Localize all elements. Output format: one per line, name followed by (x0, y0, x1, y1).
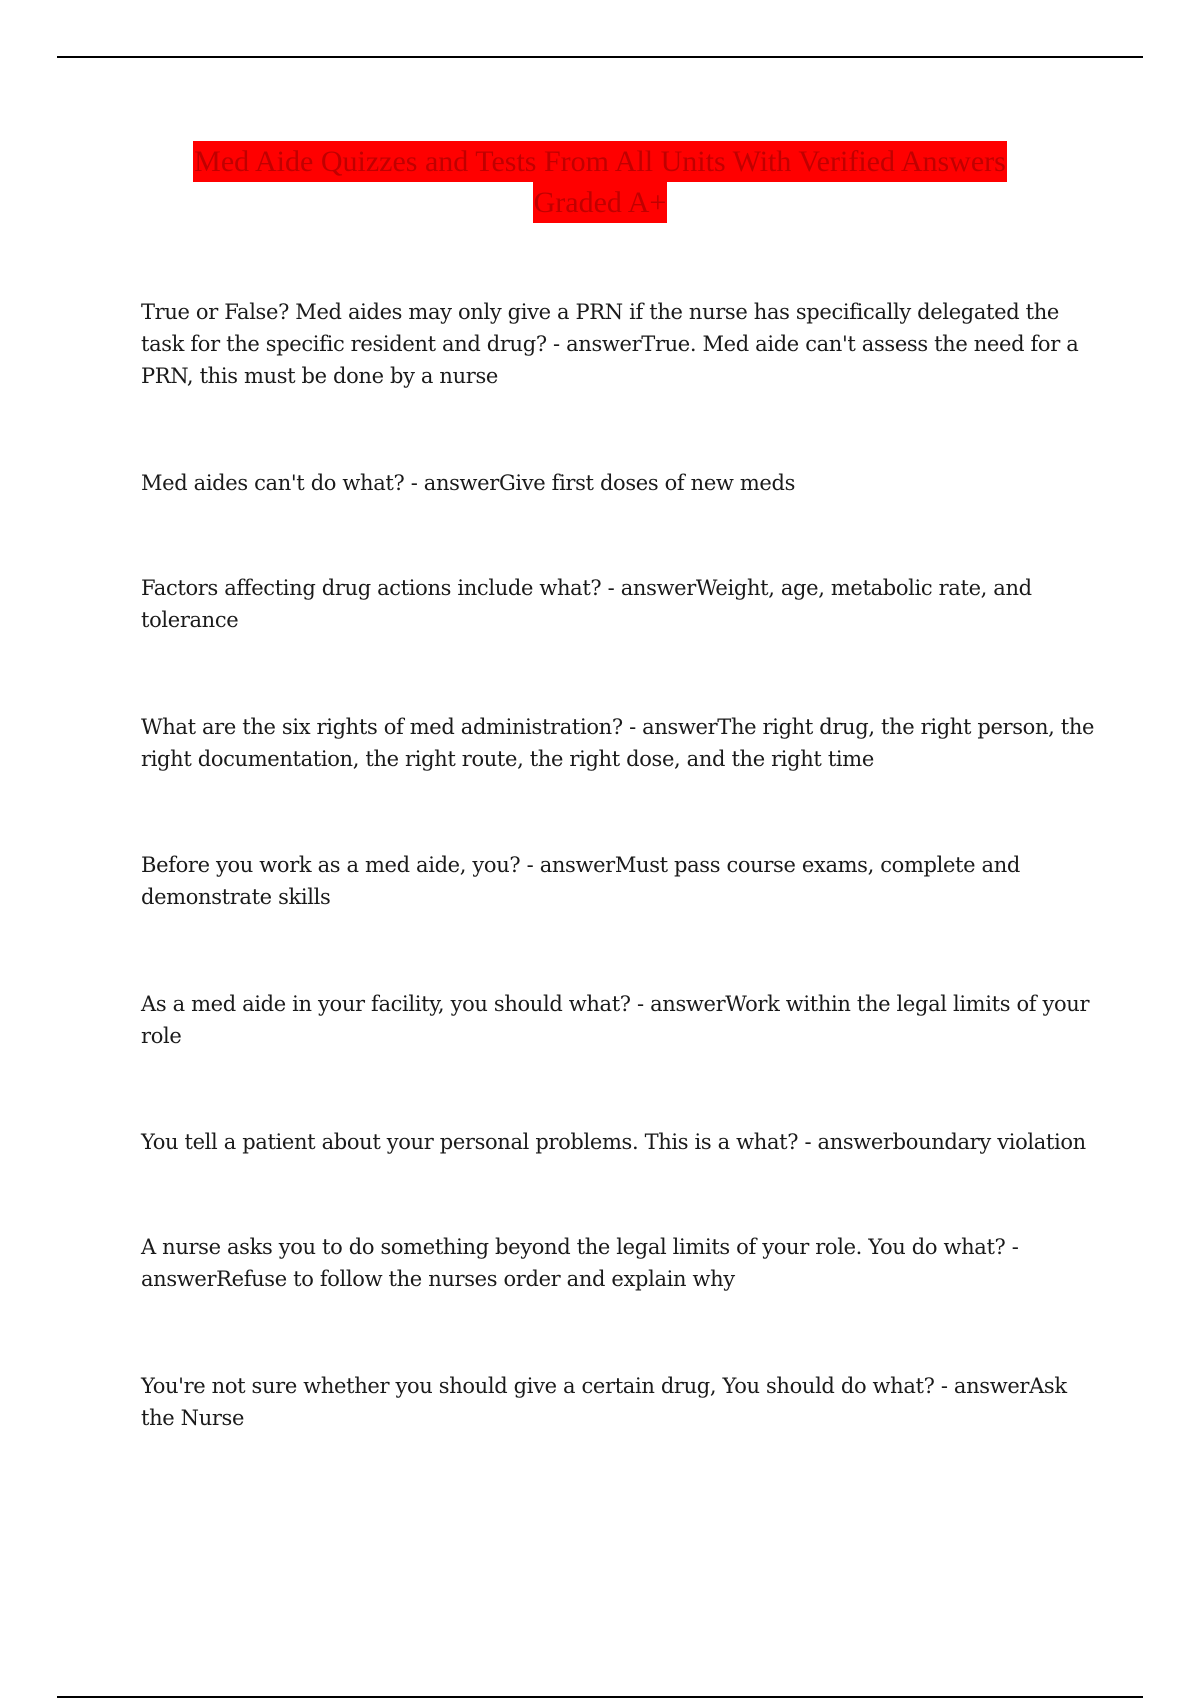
title-line-1: Med Aide Quizzes and Tests From All Units With Verified Answers (193, 141, 1007, 182)
qa-item-6: As a med aide in your facility, you should what? - answerWork within the legal limits of your role (141, 992, 1090, 1048)
qa-item-7: You tell a patient about your personal problems. This is a what? - answerboundary violation (141, 1130, 1086, 1154)
top-divider (57, 56, 1143, 58)
bottom-divider (57, 1696, 1143, 1698)
document-title (0, 141, 1200, 223)
qa-item-8: A nurse asks you to do something beyond the legal limits of your role. You do what? - answerRefuse to follow the nurses order and explain why (141, 1235, 1019, 1291)
qa-item-2: Med aides can't do what? - answerGive first doses of new meds (141, 471, 796, 495)
title-line-2: Graded A+ (533, 182, 668, 223)
qa-item-5: Before you work as a med aide, you? - answerMust pass course exams, complete and demonstrate skills (141, 853, 1020, 909)
qa-item-3: Factors affecting drug actions include what? - answerWeight, age, metabolic rate, and tolerance (141, 576, 1032, 632)
qa-item-9: You're not sure whether you should give a certain drug, You should do what? - answerAsk the Nurse (141, 1374, 1067, 1430)
qa-item-1: True or False? Med aides may only give a PRN if the nurse has specifically delegated the task for the specific resident and drug? - answerTrue. Med aide can't assess the need for a PRN, this must be done by a nurse (141, 300, 1079, 388)
qa-item-4: What are the six rights of med administration? - answerThe right drug, the right person, the right documentation, the right route, the right dose, and the right time (141, 715, 1095, 771)
